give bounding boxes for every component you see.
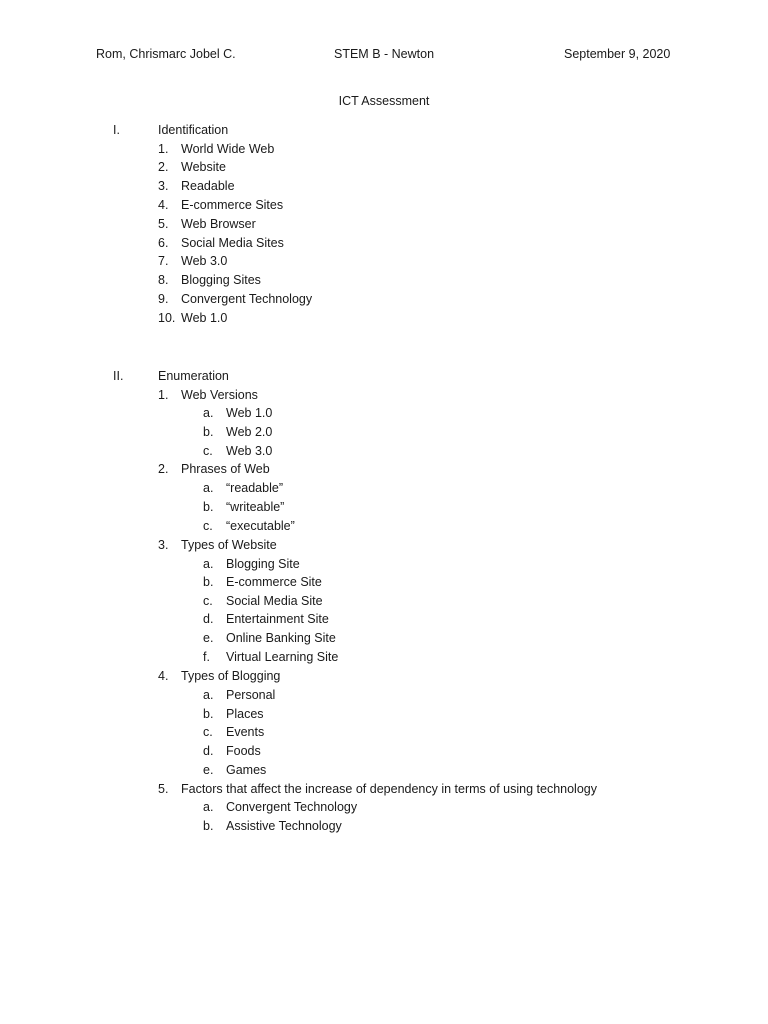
sub-item-letter: c. [203,519,213,533]
sub-item-letter: a. [203,406,214,420]
item-number: 7. [158,254,169,268]
item-number: 4. [158,198,169,212]
page-header [0,47,768,65]
sub-list-item: Personal [226,688,276,702]
student-name: Rom, Chrismarc Jobel C. [96,47,236,61]
sub-list-item: Convergent Technology [226,800,358,814]
document-title: ICT Assessment [338,94,430,108]
list-item: Web 3.0 [181,254,228,268]
list-item: Convergent Technology [181,292,313,306]
sub-list-item: Web 3.0 [226,444,273,458]
sub-list-item: Virtual Learning Site [226,650,339,664]
sub-list-item: Foods [226,744,261,758]
item-number: 1. [158,388,169,402]
list-item: Factors that affect the increase of dependency in terms of using technology [181,782,597,796]
sub-list-item: Social Media Site [226,594,323,608]
sub-item-letter: e. [203,763,214,777]
list-item: E-commerce Sites [181,198,284,212]
sub-list-item: Blogging Site [226,557,300,571]
sub-item-letter: b. [203,707,214,721]
class-section: STEM B - Newton [334,47,435,61]
section-title: Enumeration [158,369,229,383]
sub-list-item: Entertainment Site [226,612,329,626]
section-numeral: I. [113,123,120,137]
sub-item-letter: b. [203,819,214,833]
item-number: 6. [158,236,169,250]
list-item: Readable [181,179,235,193]
section-title: Identification [158,123,229,137]
sub-item-letter: c. [203,594,213,608]
section-numeral: II. [113,369,124,383]
list-item: Web 1.0 [181,311,228,325]
sub-item-letter: d. [203,744,214,758]
item-number: 9. [158,292,169,306]
sub-list-item: Web 2.0 [226,425,273,439]
sub-item-letter: a. [203,557,214,571]
sub-list-item: “readable” [226,481,283,495]
item-number: 5. [158,217,169,231]
date: September 9, 2020 [564,47,671,61]
list-item: Website [181,160,226,174]
list-item: Blogging Sites [181,273,261,287]
item-number: 8. [158,273,169,287]
list-item: Phrases of Web [181,462,270,476]
list-item: Web Browser [181,217,256,231]
list-item: World Wide Web [181,142,275,156]
sub-item-letter: e. [203,631,214,645]
sub-item-letter: d. [203,612,214,626]
list-item: Types of Blogging [181,669,281,683]
sub-list-item: Games [226,763,267,777]
item-number: 3. [158,179,169,193]
sub-item-letter: a. [203,800,214,814]
list-item: Web Versions [181,388,258,402]
sub-item-letter: c. [203,444,213,458]
sub-item-letter: f. [203,650,210,664]
sub-item-letter: b. [203,425,214,439]
sub-list-item: E-commerce Site [226,575,322,589]
item-number: 10. [158,311,176,325]
sub-item-letter: a. [203,688,214,702]
list-item: Types of Website [181,538,277,552]
sub-list-item: Places [226,707,264,721]
sub-item-letter: b. [203,500,214,514]
sub-list-item: Events [226,725,265,739]
sub-item-letter: a. [203,481,214,495]
item-number: 3. [158,538,169,552]
sub-list-item: “writeable” [226,500,285,514]
sub-item-letter: b. [203,575,214,589]
sub-item-letter: c. [203,725,213,739]
item-number: 4. [158,669,169,683]
item-number: 1. [158,142,169,156]
list-item: Social Media Sites [181,236,284,250]
sub-list-item: Web 1.0 [226,406,273,420]
item-number: 2. [158,462,169,476]
item-number: 2. [158,160,169,174]
sub-list-item: Assistive Technology [226,819,342,833]
sub-list-item: Online Banking Site [226,631,336,645]
item-number: 5. [158,782,169,796]
sub-list-item: “executable” [226,519,295,533]
